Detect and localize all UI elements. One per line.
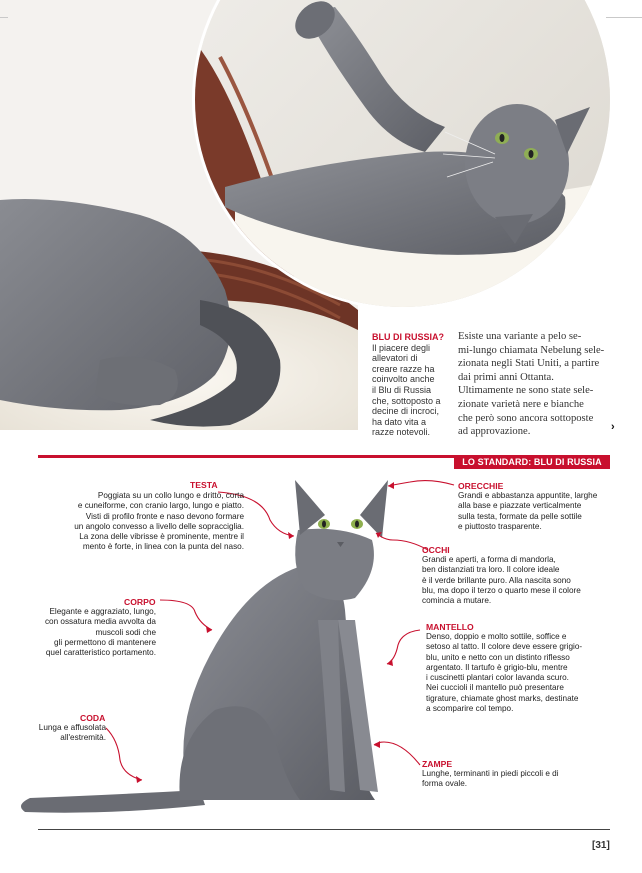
desc-line: Lunghe, terminanti in piedi piccoli e di xyxy=(422,769,559,778)
desc-line: i cuscinetti plantari color lavanda scuro. xyxy=(426,673,569,683)
caption-line: decine di incroci, xyxy=(372,406,440,417)
desc-line: sulla testa, formate da pelle sottile xyxy=(458,511,582,521)
top-rule-right xyxy=(606,17,642,18)
desc-line: un angolo convesso a livello delle sopracciglia. xyxy=(74,521,244,531)
desc-line: blu, unito e netto con un distinto riflesso xyxy=(426,652,570,662)
desc-line: quel caratteristico portamento. xyxy=(45,648,156,658)
caption-line: che, sottoposto a xyxy=(372,395,441,406)
caption-line: razze notevoli. xyxy=(372,427,431,438)
desc-line: muscoli sodi che xyxy=(95,627,156,637)
desc-line: Lunga e affusolata xyxy=(38,723,106,732)
label-corpo: CORPO xyxy=(124,597,156,607)
caption-line: creare razze ha xyxy=(372,363,435,374)
desc-line: Visti di profilo fronte e naso devono formare xyxy=(85,511,244,521)
desc-line: mento è forte, in linea con la punta del naso. xyxy=(82,542,244,552)
desc-orecchie xyxy=(458,491,618,532)
desc-line: Poggiata su un collo lungo e dritto, corta xyxy=(97,491,244,500)
desc-line: forma ovale. xyxy=(422,779,468,789)
intro-line: dai primi anni Ottanta. xyxy=(458,371,554,383)
top-rule-left xyxy=(0,17,8,18)
desc-line: La zona delle vibrisse è prominente, mentre il xyxy=(79,532,244,542)
label-testa: TESTA xyxy=(190,480,218,490)
label-mantello: MANTELLO xyxy=(426,622,474,632)
desc-line: Nei cuccioli il mantello può presentare xyxy=(426,683,564,693)
intro-line: zionata negli Stati Uniti, a partire xyxy=(458,358,600,370)
desc-line: con ossatura media avvolta da xyxy=(44,617,156,627)
desc-line: tigrature, chiamate ghost marks, destinate xyxy=(426,693,579,703)
desc-line: argentato. Il tartufo è grigio-blu, mentre xyxy=(426,662,568,672)
footer-rule xyxy=(38,829,610,830)
label-coda: CODA xyxy=(80,713,106,723)
desc-line: alla base e piazzate verticalmente xyxy=(458,501,582,511)
desc-mantello xyxy=(426,632,612,714)
desc-line: Denso, doppio e molto sottile, soffice e xyxy=(426,632,567,641)
desc-line: è il verde brillante puro. Alla nascita sono xyxy=(422,575,571,585)
desc-line: e piuttosto trasparente. xyxy=(458,521,542,531)
desc-line: all'estremità. xyxy=(60,733,106,743)
label-occhi: OCCHI xyxy=(422,545,450,555)
caption-line: il Blu di Russia xyxy=(372,384,432,395)
label-zampe: ZAMPE xyxy=(422,759,453,769)
desc-occhi xyxy=(422,555,612,606)
caption-title: BLU DI RUSSIA? xyxy=(372,332,444,342)
desc-line: e cuneiforme, con cranio largo, lungo e piatto. xyxy=(77,501,244,511)
desc-line: Elegante e aggraziato, lungo, xyxy=(49,607,156,616)
intro-line: Ultimamente ne sono state sele- xyxy=(458,385,594,397)
section-title: LO STANDARD: BLU DI RUSSIA xyxy=(454,455,610,469)
page-number: [31] xyxy=(592,840,610,851)
desc-line: comincia a mutare. xyxy=(422,596,492,606)
desc-line: ben distanziati tra loro. Il colore ideale xyxy=(422,565,560,575)
intro-line: che però sono ancora sottoposte xyxy=(458,412,594,424)
caption-line: allevatori di xyxy=(372,353,418,364)
label-orecchie: ORECCHIE xyxy=(458,481,504,491)
desc-corpo xyxy=(6,607,156,658)
desc-line: Grandi e aperti, a forma di mandorla, xyxy=(422,555,556,564)
desc-zampe xyxy=(422,769,612,790)
intro-line: ad approvazione. xyxy=(458,426,531,438)
caption-line: coinvolto anche xyxy=(372,374,435,385)
desc-line: gli permettono di mantenere xyxy=(54,637,156,647)
caption-line: Il piacere degli xyxy=(372,342,431,353)
intro-line: Esiste una variante a pelo se- xyxy=(458,331,582,342)
desc-line: blu, ma dopo il terzo o quarto mese il colore xyxy=(422,585,581,595)
desc-testa xyxy=(14,491,244,553)
intro-line: mi-lungo chiamata Nebelung sele- xyxy=(458,344,605,356)
desc-coda xyxy=(6,723,106,744)
intro-line: zionate varietà nere e bianche xyxy=(458,398,584,410)
caption-line: ha dato vita a xyxy=(372,416,427,427)
intro-text xyxy=(458,330,612,439)
desc-line: a scomparire col tempo. xyxy=(426,704,514,714)
article-end-mark: › xyxy=(611,421,615,433)
desc-line: Grandi e abbastanza appuntite, larghe xyxy=(458,491,598,500)
desc-line: setoso al tatto. Il colore deve essere grigio- xyxy=(426,642,583,652)
photo-caption xyxy=(372,332,444,438)
